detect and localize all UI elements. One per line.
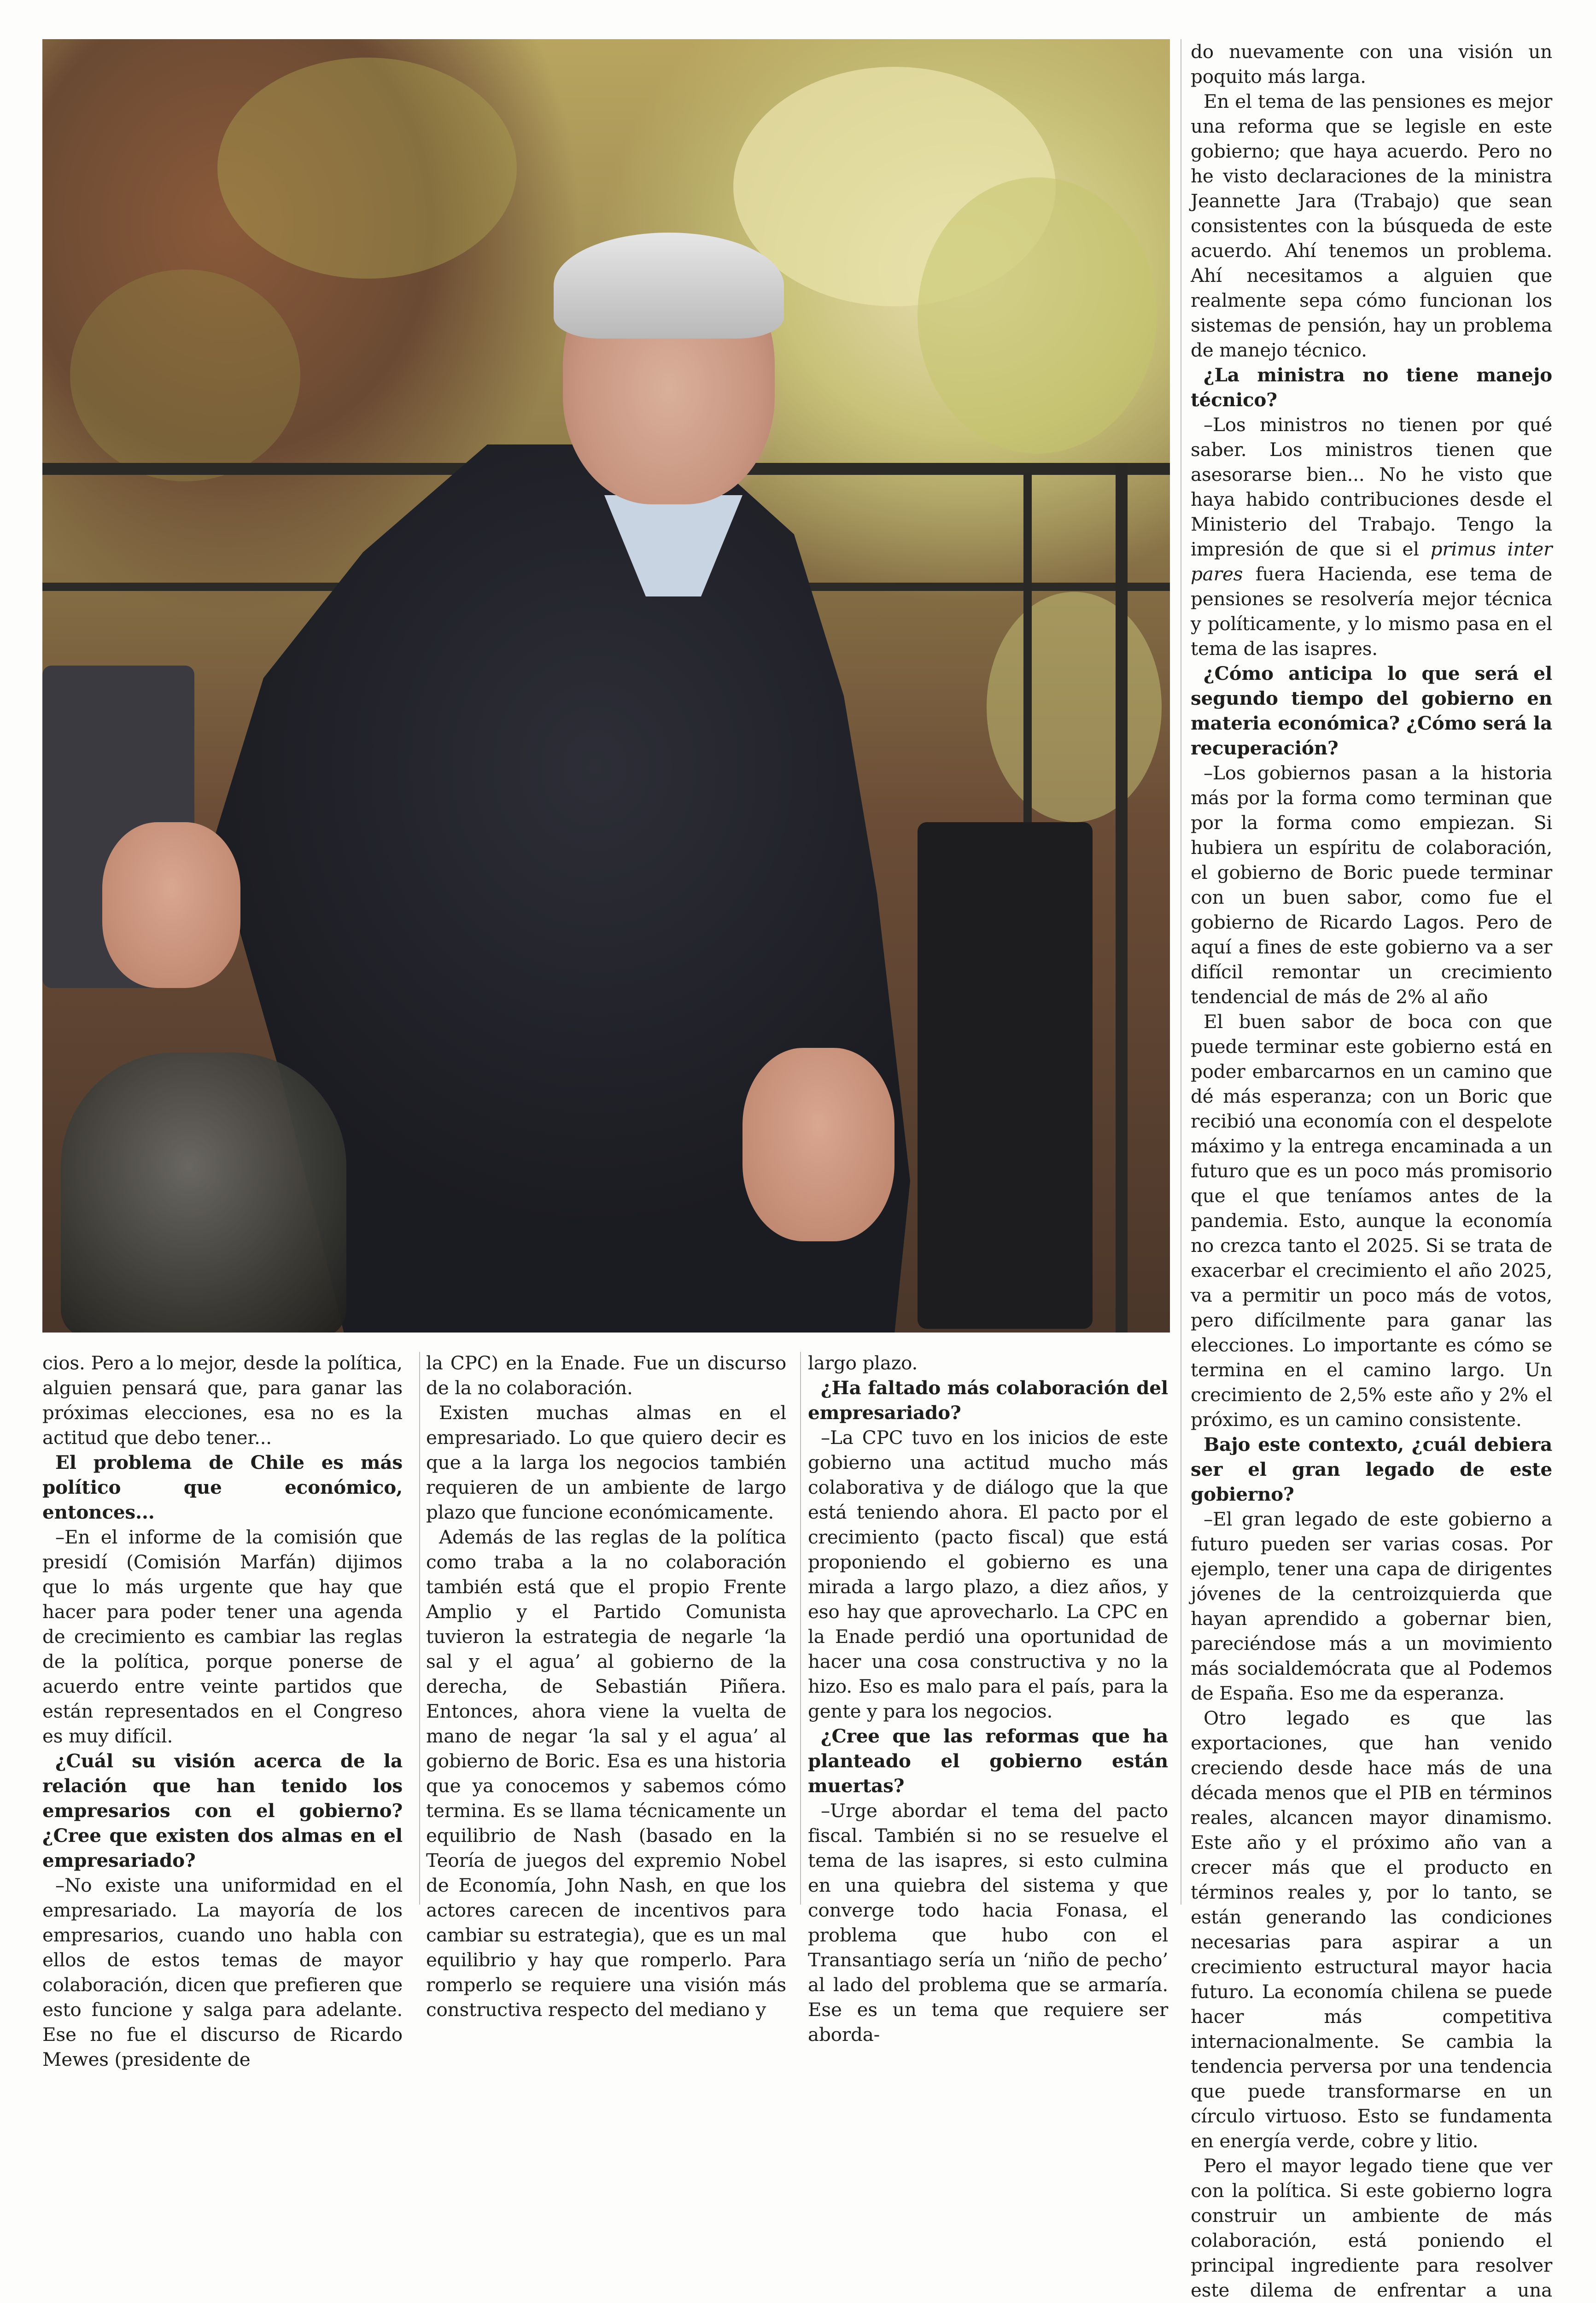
column-rule (419, 1352, 420, 1905)
article-column-3 (808, 1350, 1168, 2047)
question: ¿Cuál su visión acerca de la relación que han tenido los empresarios con el gobierno? ¿Cree que existen dos almas en el empresariado? (42, 1750, 403, 1871)
paragraph: do nuevamente con una visión un poquito más larga. (1191, 41, 1552, 88)
paragraph: –No existe una uniformidad en el empresariado. La mayoría de los empresarios, cuando uno habla con ellos de estos temas de mayor colaboración, dicen que prefieren que esto funcione y salga para adelante. Ese no fue el discurso de Ricardo Mewes (presidente de (42, 1874, 403, 2070)
paragraph: Además de las reglas de la política como traba a la no colaboración también está que el propio Frente Amplio y el Partido Comunista tuvieron la estrategia de negarle ‘la sal y el agua’ al gobierno de la derecha, de Sebastián Piñera. Entonces, ahora viene la vuelta de mano de negar ‘la sal y el agua’ al gobierno de Boric. Esa es una historia que ya conocemos y sabemos cómo termina. Es se llama técnicamente un equilibrio de Nash (basado en la Teoría de juegos del expremio Nobel de Economía, John Nash, en que los actores carecen de incentivos para cambiar su estrategia), que es un mal equilibrio y hay que romperlo. Para romperlo se requiere una visión más constructiva respecto del mediano y (426, 1526, 786, 2021)
emphasis-text: primus inter pares (1191, 538, 1552, 585)
text-run: Pero el mayor legado tiene que ver con la política. Si este gobierno logra construir un ambiente de más colaboración, está poniendo el principal ingrediente para resolver este dilema de enfrentar a una (1191, 2155, 1552, 2301)
text-run: –Los ministros no tienen por qué saber. Los ministros tienen que asesorarse bien... No he visto que haya habido contribuciones desde el Ministerio del Trabajo. Tengo la impresión de que si el (1191, 414, 1552, 560)
paragraph: –El gran legado de este gobierno a futuro pueden ser varias cosas. Por ejemplo, tener una capa de dirigentes jóvenes de la centroizquierda que hayan aprendido a gobernar bien, pareciéndose más a un movimiento más socialdemócrata que al Podemos de España. Eso me da esperanza. (1191, 1508, 1552, 1704)
paragraph: –Urge abordar el tema del pacto fiscal. También si no se resuelve el tema de las isapres, si esto culmina en una quiebra del sistema y que converge todo hacia Fonasa, el problema que hubo con el Transantiago sería un ‘niño de pecho’ al lado del problema que se armaría. Ese es un tema que requiere ser aborda- (808, 1800, 1168, 2046)
paragraph: la CPC) en la Enade. Fue un discurso de la no colaboración. (426, 1352, 786, 1399)
paragraph: cios. Pero a lo mejor, desde la política, alguien pensará que, para ganar las próximas elecciones, esa no es la actitud que debo tener... (42, 1352, 403, 1449)
text-run: fuera Hacienda, ese tema de pensiones se resolvería mejor técnica y políticamente, y lo mismo pasa en el tema de las isapres. (1191, 563, 1552, 660)
paragraph: Existen muchas almas en el empresariado. Lo que quiero decir es que a la larga los negocios también requieren de un ambiente de largo plazo que funcione económicamente. (426, 1402, 786, 1523)
paragraph: El buen sabor de boca con que puede terminar este gobierno está en poder embarcarnos en un camino que dé más esperanza; con un Boric que recibió una economía con el despelote máximo y la entrega encaminada a un futuro que es un poco más promisorio que el que teníamos antes de la pandemia. Esto, aunque la economía no crezca tanto el 2025. Si se trata de exacerbar el crecimiento el año 2025, va a permitir un poco más de votos, pero difícilmente para ganar las elecciones. Lo importante es cómo se termina en el camino largo. Un crecimiento de 2,5% este año y 2% el próximo, es un camino consistente. (1191, 1011, 1552, 1431)
question: Bajo este contexto, ¿cuál debiera ser el gran legado de este gobierno? (1191, 1433, 1552, 1505)
portrait-photo (42, 39, 1170, 1333)
paragraph: –En el informe de la comisión que presidí (Comisión Marfán) dijimos que lo más urgente que hay que hacer para poder tener una agenda de crecimiento es cambiar las reglas de la política, porque ponerse de acuerdo entre veinte partidos que están representados en el Congreso es muy difícil. (42, 1526, 403, 1747)
column-rule (800, 1352, 801, 1905)
question: El problema de Chile es más político que económico, entonces... (42, 1451, 403, 1523)
paragraph: Otro legado es que las exportaciones, que han venido creciendo desde hace más de una década menos que el PIB en términos reales, alcancen mayor dinamismo. Este año y el próximo año van a crecer más que el producto en términos reales y, por lo tanto, se están generando las condiciones necesarias para aspirar a un crecimiento estructural mayor hacia futuro. La economía chilena se puede hacer más competitiva internacionalmente. Se cambia la tendencia perversa por una tendencia que puede transformarse en un círculo virtuoso. Esto se fundamenta en energía verde, cobre y litio. (1191, 1707, 1552, 2152)
paragraph: –Los gobiernos pasan a la historia más por la forma como terminan que por la forma como empiezan. Si hubiera un espíritu de colaboración, el gobierno de Boric puede terminar con un buen sabor, como fue el gobierno de Ricardo Lagos. Pero de aquí a fines de este gobierno va a ser difícil remontar un crecimiento tendencial de más de 2% al año (1191, 762, 1552, 1008)
paragraph (1191, 412, 1552, 661)
paragraph: largo plazo. (808, 1352, 918, 1374)
question: ¿Cómo anticipa lo que será el segundo tiempo del gobierno en materia económica? ¿Cómo será la recuperación? (1191, 662, 1552, 759)
question: ¿La ministra no tiene manejo técnico? (1191, 364, 1552, 411)
question: ¿Cree que las reformas que ha planteado el gobierno están muertas? (808, 1725, 1168, 1797)
paragraph: –La CPC tuvo en los inicios de este gobierno una actitud mucho más colaborativa y de diálogo que la que está teniendo ahora. El pacto por el crecimiento (pacto fiscal) que está proponiendo el gobierno es una mirada a largo plazo, a diez años, y eso hay que aprovecharlo. La CPC en la Enade perdió una oportunidad de hacer una cosa constructiva y no la hizo. Eso es malo para el país, para la gente y para los negocios. (808, 1426, 1168, 1722)
article-column-4 (1191, 39, 1552, 2303)
article-column-2 (426, 1350, 786, 2022)
paragraph: En el tema de las pensiones es mejor una reforma que se legisle en este gobierno; que haya acuerdo. Pero no he visto declaraciones de la ministra Jeannette Jara (Trabajo) que sean consistentes con la búsqueda de este acuerdo. Ahí tenemos un problema. Ahí necesitamos a alguien que realmente sepa cómo funcionan los sistemas de pensión, hay un problema de manejo técnico. (1191, 90, 1552, 361)
article-column-1 (42, 1350, 403, 2072)
question: ¿Ha faltado más colaboración del empresariado? (808, 1377, 1168, 1424)
paragraph (1191, 2153, 1552, 2303)
